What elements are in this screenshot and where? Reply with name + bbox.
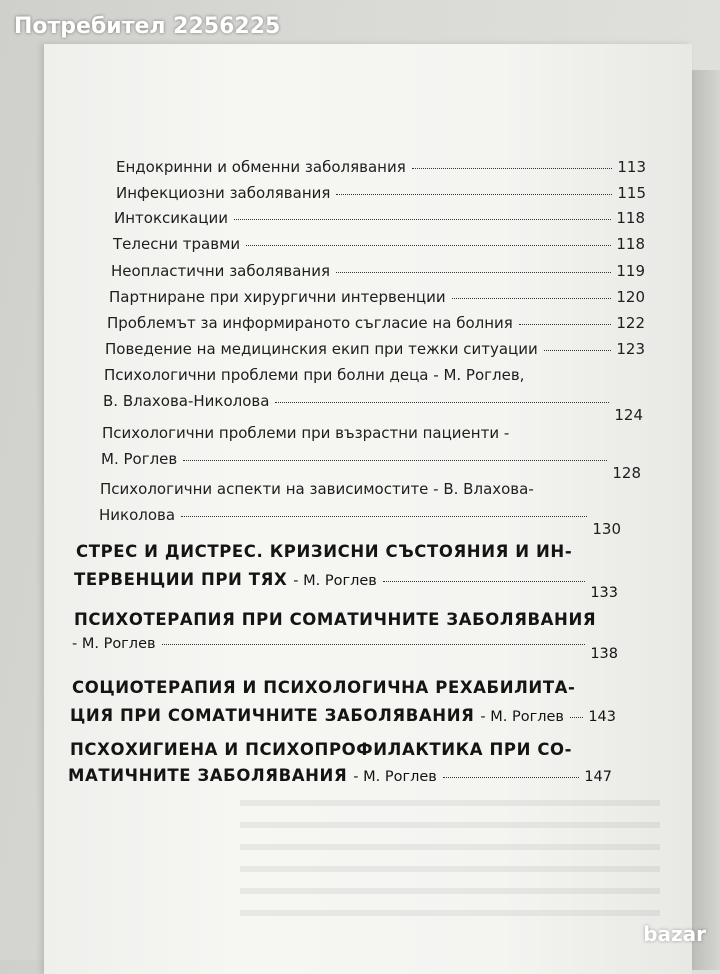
dot-leader <box>452 298 612 299</box>
dot-leader <box>519 324 612 325</box>
toc-page-number: 130 <box>592 520 621 538</box>
chapter-entry <box>68 766 612 785</box>
chapter-entry <box>72 636 618 662</box>
toc-entry-title: Неопластични заболявания <box>111 262 331 280</box>
dot-leader <box>383 581 585 582</box>
chapter-title: ТЕРВЕНЦИИ ПРИ ТЯХ <box>74 570 288 589</box>
toc-page-number: 122 <box>616 314 645 332</box>
toc-entry-title: Партниране при хирургични интервенции <box>109 288 446 306</box>
dot-leader <box>181 516 587 517</box>
toc-entry-title: Проблемът за информираното съгласие на болния <box>107 314 513 332</box>
toc-entry-title: Николова <box>99 506 176 524</box>
dot-leader <box>443 777 580 778</box>
toc-page-number: 115 <box>617 184 646 202</box>
toc-entry <box>109 288 645 306</box>
toc-entry <box>114 209 645 227</box>
toc-entry-title-line: Психологични проблеми при възрастни пациенти - <box>102 424 510 442</box>
toc-entry-title: В. Влахова-Николова <box>103 392 270 410</box>
chapter-author: - М. Роглев <box>293 573 377 589</box>
chapter-page-number: 133 <box>590 585 618 601</box>
dot-leader <box>336 272 611 273</box>
chapter-title-line: СОЦИОТЕРАПИЯ И ПСИХОЛОГИЧНА РЕХАБИЛИТА- <box>72 678 576 697</box>
toc-page-number: 118 <box>616 235 645 253</box>
chapter-page-number: 147 <box>584 769 612 785</box>
dot-leader <box>412 168 613 169</box>
chapter-entry <box>70 706 616 725</box>
toc-page-number: 120 <box>616 288 645 306</box>
chapter-author: - М. Роглев <box>353 769 437 785</box>
toc-entry-title: Ендокринни и обменни заболявания <box>116 158 406 176</box>
chapter-title-line: СТРЕС И ДИСТРЕС. КРИЗИСНИ СЪСТОЯНИЯ И ИН- <box>76 542 573 561</box>
toc-page-number: 128 <box>612 464 641 482</box>
chapter-title-line: ПСИХОТЕРАПИЯ ПРИ СОМАТИЧНИТЕ ЗАБОЛЯВАНИЯ <box>74 610 597 629</box>
dot-leader <box>570 717 583 718</box>
toc-entry-title: М. Роглев <box>101 450 178 468</box>
dot-leader <box>336 194 612 195</box>
chapter-author: - М. Роглев <box>72 636 156 652</box>
chapter-entry <box>74 570 618 601</box>
dot-leader <box>234 219 611 220</box>
toc-entry <box>111 262 645 280</box>
dot-leader <box>162 644 586 645</box>
toc-page-number: 124 <box>614 406 643 424</box>
dot-leader <box>275 402 609 403</box>
toc-entry <box>116 184 646 202</box>
toc-entry <box>107 314 645 332</box>
toc-entry-title: Интоксикации <box>114 209 228 227</box>
toc-page-number: 113 <box>617 158 646 176</box>
chapter-author: - М. Роглев <box>480 709 564 725</box>
toc-entry <box>101 450 641 482</box>
toc-entry <box>103 392 643 424</box>
chapter-page-number: 143 <box>588 709 616 725</box>
toc-entry-title: Инфекциозни заболявания <box>116 184 331 202</box>
toc-entry-title: Поведение на медицинския екип при тежки ситуации <box>105 340 538 358</box>
user-watermark: Потребител 2256225 <box>14 14 281 39</box>
chapter-title: МАТИЧНИТЕ ЗАБОЛЯВАНИЯ <box>68 766 348 785</box>
toc-page-number: 118 <box>616 209 645 227</box>
chapter-title: ЦИЯ ПРИ СОМАТИЧНИТЕ ЗАБОЛЯВАНИЯ <box>70 706 475 725</box>
toc-entry-title: Телесни травми <box>113 235 241 253</box>
toc-entry <box>99 506 621 538</box>
toc-page-number: 123 <box>616 340 645 358</box>
toc-entry-title-line: Психологични аспекти на зависимостите - В. Влахова- <box>100 480 534 498</box>
chapter-title-line: ПСХОХИГИЕНА И ПСИХОПРОФИЛАКТИКА ПРИ СО- <box>70 740 573 759</box>
chapter-page-number: 138 <box>590 646 618 662</box>
toc-entry <box>113 235 645 253</box>
bazar-logo: bazar <box>643 922 706 946</box>
toc-entry-title-line: Психологични проблеми при болни деца - М. Роглев, <box>104 366 525 384</box>
toc-entry <box>105 340 645 358</box>
toc-page-number: 119 <box>616 262 645 280</box>
toc-entry <box>116 158 646 176</box>
dot-leader <box>183 460 607 461</box>
dot-leader <box>544 350 612 351</box>
dot-leader <box>246 245 611 246</box>
